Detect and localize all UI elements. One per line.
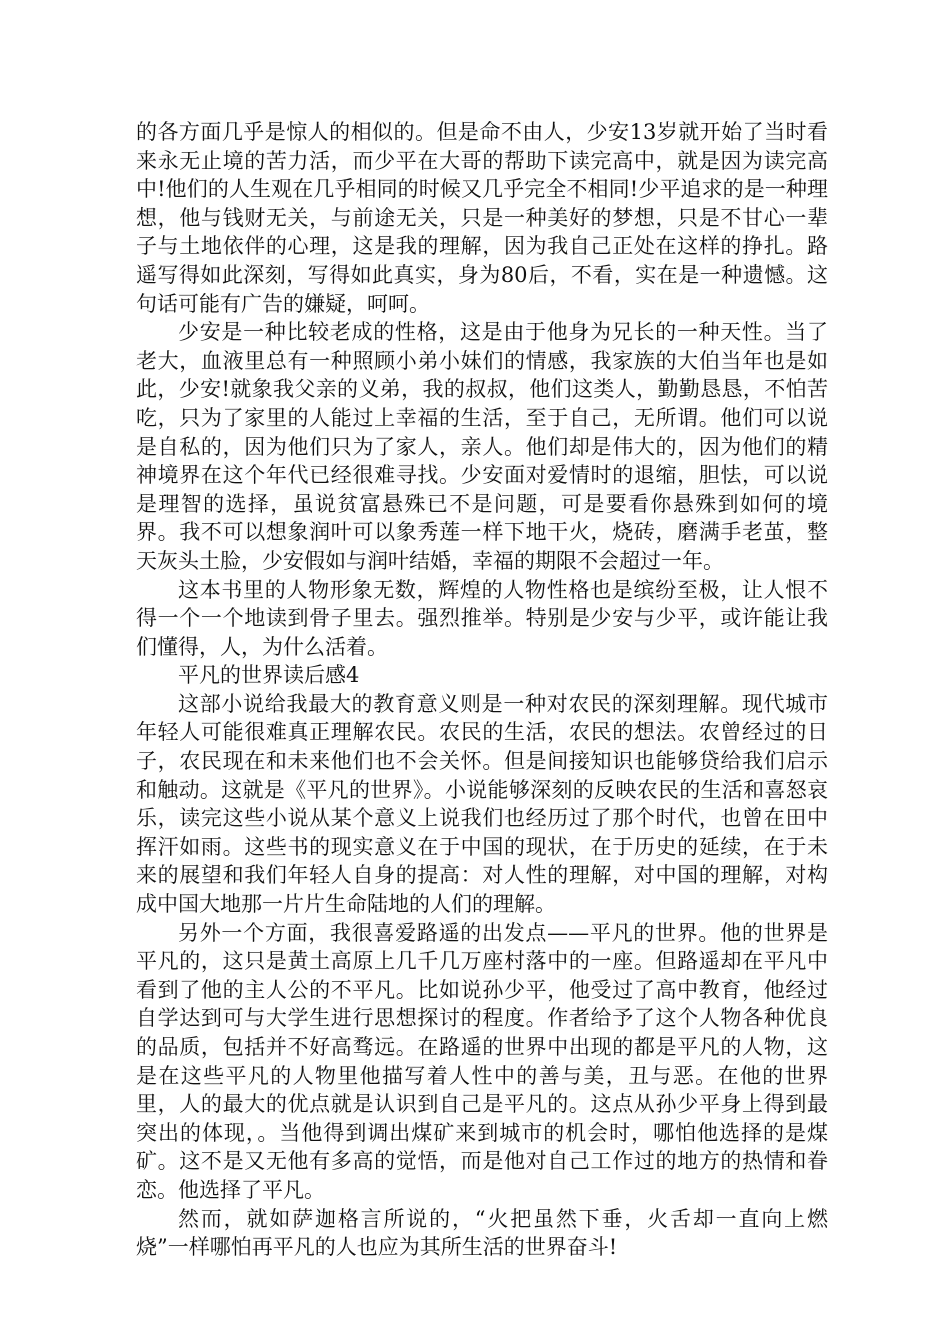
paragraph-shaoan: 少安是一种比较老成的性格，这是由于他身为兄长的一种天性。当了老大，血液里总有一种照顾小弟小妹们的情感，我家族的大伯当年也是如此，少安!就象我父亲的义弟，我的叔叔，他们这类人，勤勤恳恳，不怕苦吃，只为了家里的人能过上幸福的生活，至于自己，无所谓。他们可以说是自私的，因为他们只为了家人，亲人。他们却是伟大的，因为他们的精神境界在这个年代已经很难寻找。少安面对爱情时的退缩，胆怯，可以说是理智的选择，虽说贫富悬殊已不是问题，可是要看你悬殊到如何的境界。我不可以想象润叶可以象秀莲一样下地干火，烧砖，磨满手老茧，整天灰头土脸，少安假如与润叶结婚，幸福的期限不会超过一年。 xyxy=(136,320,828,573)
paragraph-farmers: 这部小说给我最大的教育意义则是一种对农民的深刻理解。现代城市年轻人可能很难真正理解农民。农民的生活，农民的想法。农曾经过的日子，农民现在和未来他们也不会关怀。但是间接知识也能够贷给我们启示和触动。这就是《平凡的世界》。小说能够深刻的反映农民的生活和喜怒哀乐，读完这些小说从某个意义上说我们也经历过了那个时代，也曾在田中挥汗如雨。这些书的现实意义在于中国的现状，在于历史的延续，在于未来的展望和我们年轻人自身的提高：对人性的理解，对中国的理解，对构成中国大地那一片片生命陆地的人们的理解。 xyxy=(136,691,828,917)
paragraph-ordinary-world: 另外一个方面，我很喜爱路遥的出发点——平凡的世界。他的世界是平凡的，这只是黄土高原上几千几万座村落中的一座。但路遥却在平凡中看到了他的主人公的不平凡。比如说孙少平，他受过了高中教育，他经过自学达到可与大学生进行思想探讨的程度。作者给予了这个人物各种优良的品质，包括并不好高骛远。在路遥的世界中出现的都是平凡的人物，这是在这些平凡的人物里他描写着人性中的善与美，丑与恶。在他的世界里，人的最大的优点就是认识到自己是平凡的。这点从孙少平身上得到最突出的体现，。当他得到调出煤矿来到城市的机会时，哪怕他选择的是煤矿。这不是又无他有多高的觉悟，而是他对自己工作过的地方的热情和眷恋。他选择了平凡。 xyxy=(136,920,828,1202)
section-heading: 平凡的世界读后感4 xyxy=(178,663,360,688)
paragraph-continuation: 的各方面几乎是惊人的相似的。但是命不由人，少安13岁就开始了当时看来永无止境的苦力活，而少平在大哥的帮助下读完高中，就是因为读完高中!他们的人生观在几乎相同的时候又几乎完全不相同!少平追求的是一种理想，他与钱财无关，与前途无关，只是一种美好的梦想，只是不甘心一辈子与土地依伴的心理，这是我的理解，因为我自己正处在这样的挣扎。路遥写得如此深刻，写得如此真实，身为80后，不看，实在是一种遗憾。这句话可能有广告的嫌疑，呵呵。 xyxy=(136,120,828,316)
document-body xyxy=(136,118,828,1262)
paragraph-characters: 这本书里的人物形象无数，辉煌的人物性格也是缤纷至极，让人恨不得一个一个地读到骨子里去。强烈推举。特别是少安与少平，或许能让我们懂得，人，为什么活着。 xyxy=(136,577,828,659)
paragraph-conclusion: 然而，就如萨迦格言所说的，“火把虽然下垂，火舌却一直向上燃烧”一样哪怕再平凡的人也应为其所生活的世界奋斗! xyxy=(136,1206,828,1260)
